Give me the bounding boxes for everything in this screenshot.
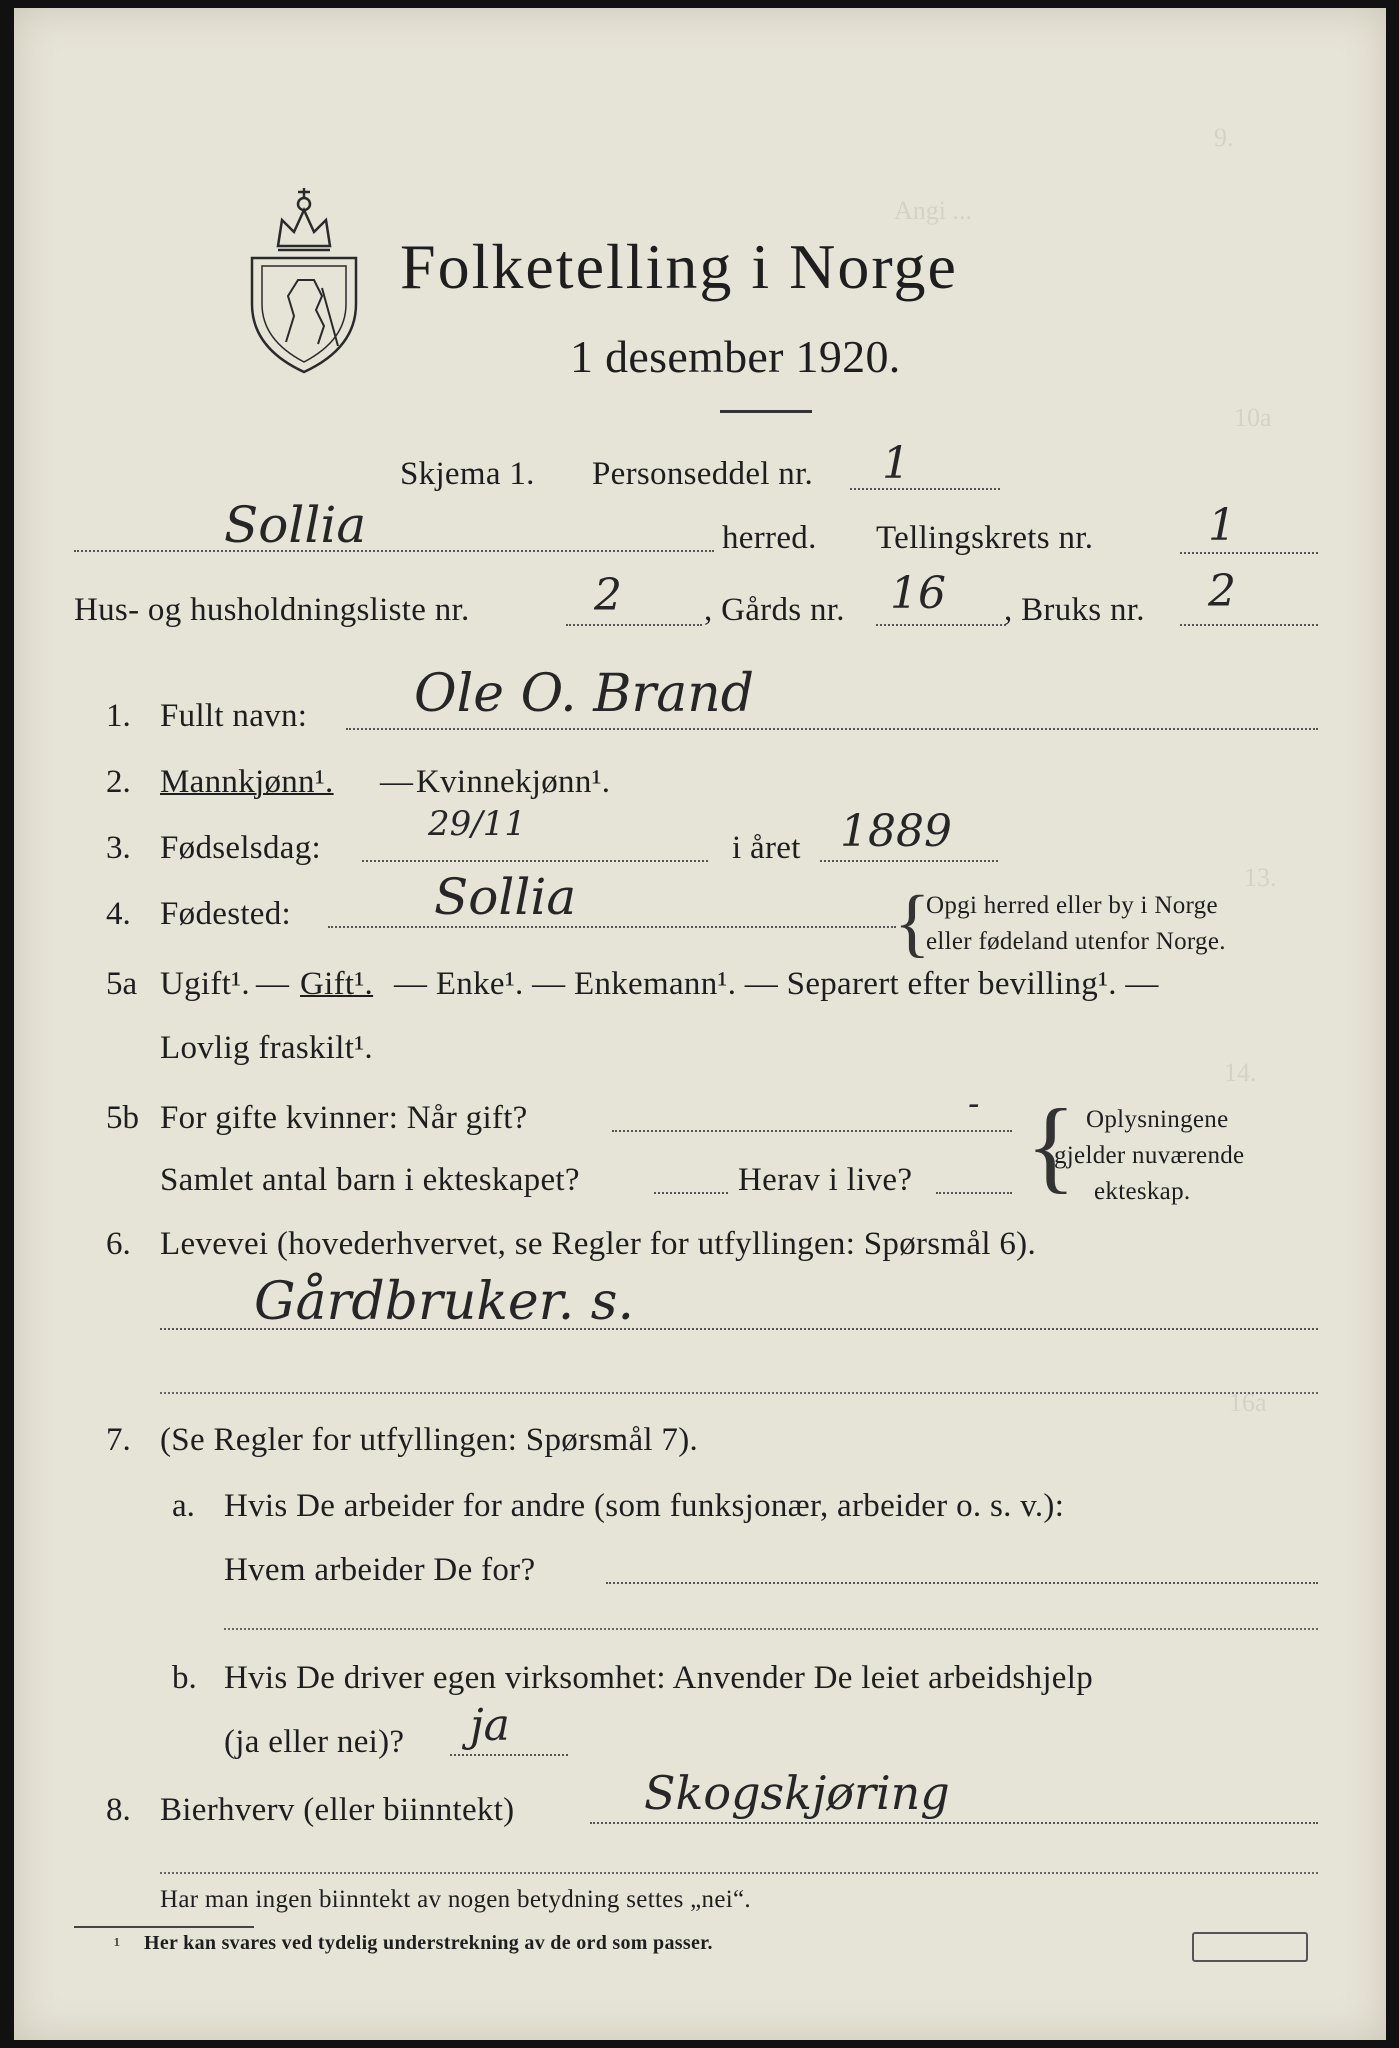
footer-note: Har man ingen biinntekt av nogen betydning settes „nei“. xyxy=(160,1886,751,1913)
q8-number: 8. xyxy=(106,1792,131,1828)
q4-label: Fødested: xyxy=(160,896,292,932)
q5b-field[interactable] xyxy=(612,1130,1012,1132)
q4-note-1: Opgi herred eller by i Norge xyxy=(926,892,1218,919)
personseddel-value: 1 xyxy=(882,438,910,489)
footnote-rule xyxy=(74,1926,254,1928)
q5a-ugift-option[interactable]: Ugift¹. xyxy=(160,966,250,1002)
q6-value: Gårdbruker. s. xyxy=(254,1272,635,1332)
q6-field-line-1[interactable] xyxy=(160,1328,1318,1330)
q8-label: Bierhverv (eller biinntekt) xyxy=(160,1792,515,1828)
title-divider xyxy=(720,410,812,413)
q5b-live-field[interactable] xyxy=(936,1192,1012,1194)
census-date: 1 desember 1920. xyxy=(570,331,901,382)
q2-mann-option[interactable]: Mannkjønn¹. xyxy=(160,764,334,800)
q4-number: 4. xyxy=(106,896,131,932)
footnote-mark: ¹ xyxy=(114,1934,121,1956)
herred-field[interactable] xyxy=(74,550,714,552)
q3-year-value: 1889 xyxy=(840,806,952,857)
q3-year-label: i året xyxy=(732,830,801,866)
q8-field-1[interactable] xyxy=(590,1822,1318,1824)
q5a-fraskilt-option[interactable]: Lovlig fraskilt¹. xyxy=(160,1030,373,1066)
q5a-number: 5a xyxy=(106,966,138,1002)
census-form-page: 9. Angi ... 10a 13. 14. 16a Folketelling i Norge 1 desember 1920. Skjema 1. Personseddel nr. 1 Sollia herred. Tellingskrets nr. 1 Hus- og husholdningsliste nr. 2 , Gårds nr. 16 , Bruks nr. 2 1. Fullt navn: Ole O. Brand 2. Mannkjønn¹. — Kvinnekjønn¹. 3. Fødselsdag: 29/11 i året 1889 4. Fødested: Sollia { Opgi herred eller by i Norge eller fødeland utenfor Norge. 5a Ugift¹. — Gift¹. — Enke¹. — Enkemann¹. — Separert efter bevilling¹. — Lovlig fraskilt¹. 5b For gifte kvinner: Når gift? - Samlet antal barn i ekteskapet? Herav i live? { Oplysningene gjelder nuværende ekteskap. 6. Levevei (hovederhvervet, se Regler for utfyllingen: Spørsmål 6). Gårdbruker. s. 7. (Se Regler for utfyllingen: Spørsmål 7). a. Hvis De arbeider for andre (som funksjonær, arbeider o. s. v.): Hvem arbeider De for? b. Hvis De driver egen virksomhet: Anvender De leiet arbeidshjelp (ja eller nei)? ja 8. Bierhverv (eller biinntekt) Skogskjøring Har man ingen biinntekt av nogen betydning settes „nei“. ¹ Her kan svares ved tydelig understrekning av de ord som passer. xyxy=(14,8,1386,2040)
coat-of-arms-icon xyxy=(242,176,366,376)
q7a-question: Hvem arbeider De for? xyxy=(224,1552,536,1588)
q5b-brace: { xyxy=(1026,1088,1076,1203)
q5b-note-3: ekteskap. xyxy=(1094,1178,1191,1205)
q7b-value: ja xyxy=(470,1700,510,1751)
q1-field[interactable] xyxy=(346,728,1318,730)
q7a-field-1[interactable] xyxy=(606,1582,1318,1584)
herred-value: Sollia xyxy=(224,496,367,554)
q6-label: Levevei (hovederhvervet, se Regler for utfyllingen: Spørsmål 6). xyxy=(160,1226,1037,1262)
q8-value: Skogskjøring xyxy=(644,1766,950,1820)
skjema-label: Skjema 1. xyxy=(400,456,535,492)
q5a-dash: — xyxy=(256,966,290,1002)
q6-number: 6. xyxy=(106,1226,131,1262)
q3-year-field[interactable] xyxy=(820,860,998,862)
q1-number: 1. xyxy=(106,698,131,734)
husliste-field[interactable] xyxy=(566,624,702,626)
q5b-barn-label: Samlet antal barn i ekteskapet? xyxy=(160,1162,580,1198)
q3-value: 29/11 xyxy=(428,804,526,844)
q3-label: Fødselsdag: xyxy=(160,830,321,866)
tellingskrets-label: Tellingskrets nr. xyxy=(876,520,1094,556)
bruks-value: 2 xyxy=(1208,566,1236,617)
q5b-live-label: Herav i live? xyxy=(738,1162,913,1198)
gards-label: , Gårds nr. xyxy=(704,592,845,628)
q7b-text: Hvis De driver egen virksomhet: Anvender De leiet arbeidshjelp xyxy=(224,1660,1094,1696)
herred-label: herred. xyxy=(722,520,817,556)
q7a-number: a. xyxy=(172,1488,195,1524)
q2-kvinne-option[interactable]: Kvinnekjønn¹. xyxy=(416,764,611,800)
q1-label: Fullt navn: xyxy=(160,698,308,734)
husliste-value: 2 xyxy=(594,570,622,621)
q4-brace: { xyxy=(894,881,931,965)
q4-field[interactable] xyxy=(328,926,896,928)
q7b-number: b. xyxy=(172,1660,197,1696)
printer-stamp xyxy=(1192,1932,1308,1962)
tellingskrets-field[interactable] xyxy=(1180,552,1318,554)
q5b-label: For gifte kvinner: Når gift? xyxy=(160,1100,528,1136)
q4-note-2: eller fødeland utenfor Norge. xyxy=(926,928,1226,955)
bruks-label: , Bruks nr. xyxy=(1004,592,1145,628)
q7a-text: Hvis De arbeider for andre (som funksjonær, arbeider o. s. v.): xyxy=(224,1488,1065,1524)
personseddel-label: Personseddel nr. xyxy=(592,456,814,492)
footnote-text: Her kan svares ved tydelig understrekning av de ord som passer. xyxy=(144,1932,713,1954)
bruks-field[interactable] xyxy=(1180,624,1318,626)
q3-number: 3. xyxy=(106,830,131,866)
q1-value: Ole O. Brand xyxy=(414,664,755,724)
q4-value: Sollia xyxy=(434,868,577,926)
q7b-question: (ja eller nei)? xyxy=(224,1724,405,1760)
q3-field[interactable] xyxy=(362,860,708,862)
q5b-value: - xyxy=(968,1084,980,1124)
q5b-barn-field[interactable] xyxy=(654,1192,728,1194)
tellingskrets-value: 1 xyxy=(1208,500,1236,551)
q5b-number: 5b xyxy=(106,1100,139,1136)
q5b-note-2: gjelder nuværende xyxy=(1054,1142,1245,1169)
q5a-gift-option[interactable]: Gift¹. xyxy=(300,966,374,1002)
q7a-field-2[interactable] xyxy=(224,1628,1318,1630)
q5b-note-1: Oplysningene xyxy=(1086,1106,1229,1133)
personseddel-field[interactable] xyxy=(850,488,1000,490)
q2-number: 2. xyxy=(106,764,131,800)
gards-value: 16 xyxy=(890,568,946,619)
q8-field-2[interactable] xyxy=(160,1872,1318,1874)
q7-number: 7. xyxy=(106,1422,131,1458)
q2-separator: — xyxy=(380,764,414,800)
q7b-field[interactable] xyxy=(450,1754,568,1756)
husliste-label: Hus- og husholdningsliste nr. xyxy=(74,592,470,628)
q7-label: (Se Regler for utfyllingen: Spørsmål 7). xyxy=(160,1422,699,1458)
form-title: Folketelling i Norge xyxy=(400,231,958,302)
gards-field[interactable] xyxy=(876,624,1006,626)
q6-field-line-2[interactable] xyxy=(160,1392,1318,1394)
q5a-other-options[interactable]: — Enke¹. — Enkemann¹. — Separert efter bevilling¹. — xyxy=(394,966,1159,1002)
